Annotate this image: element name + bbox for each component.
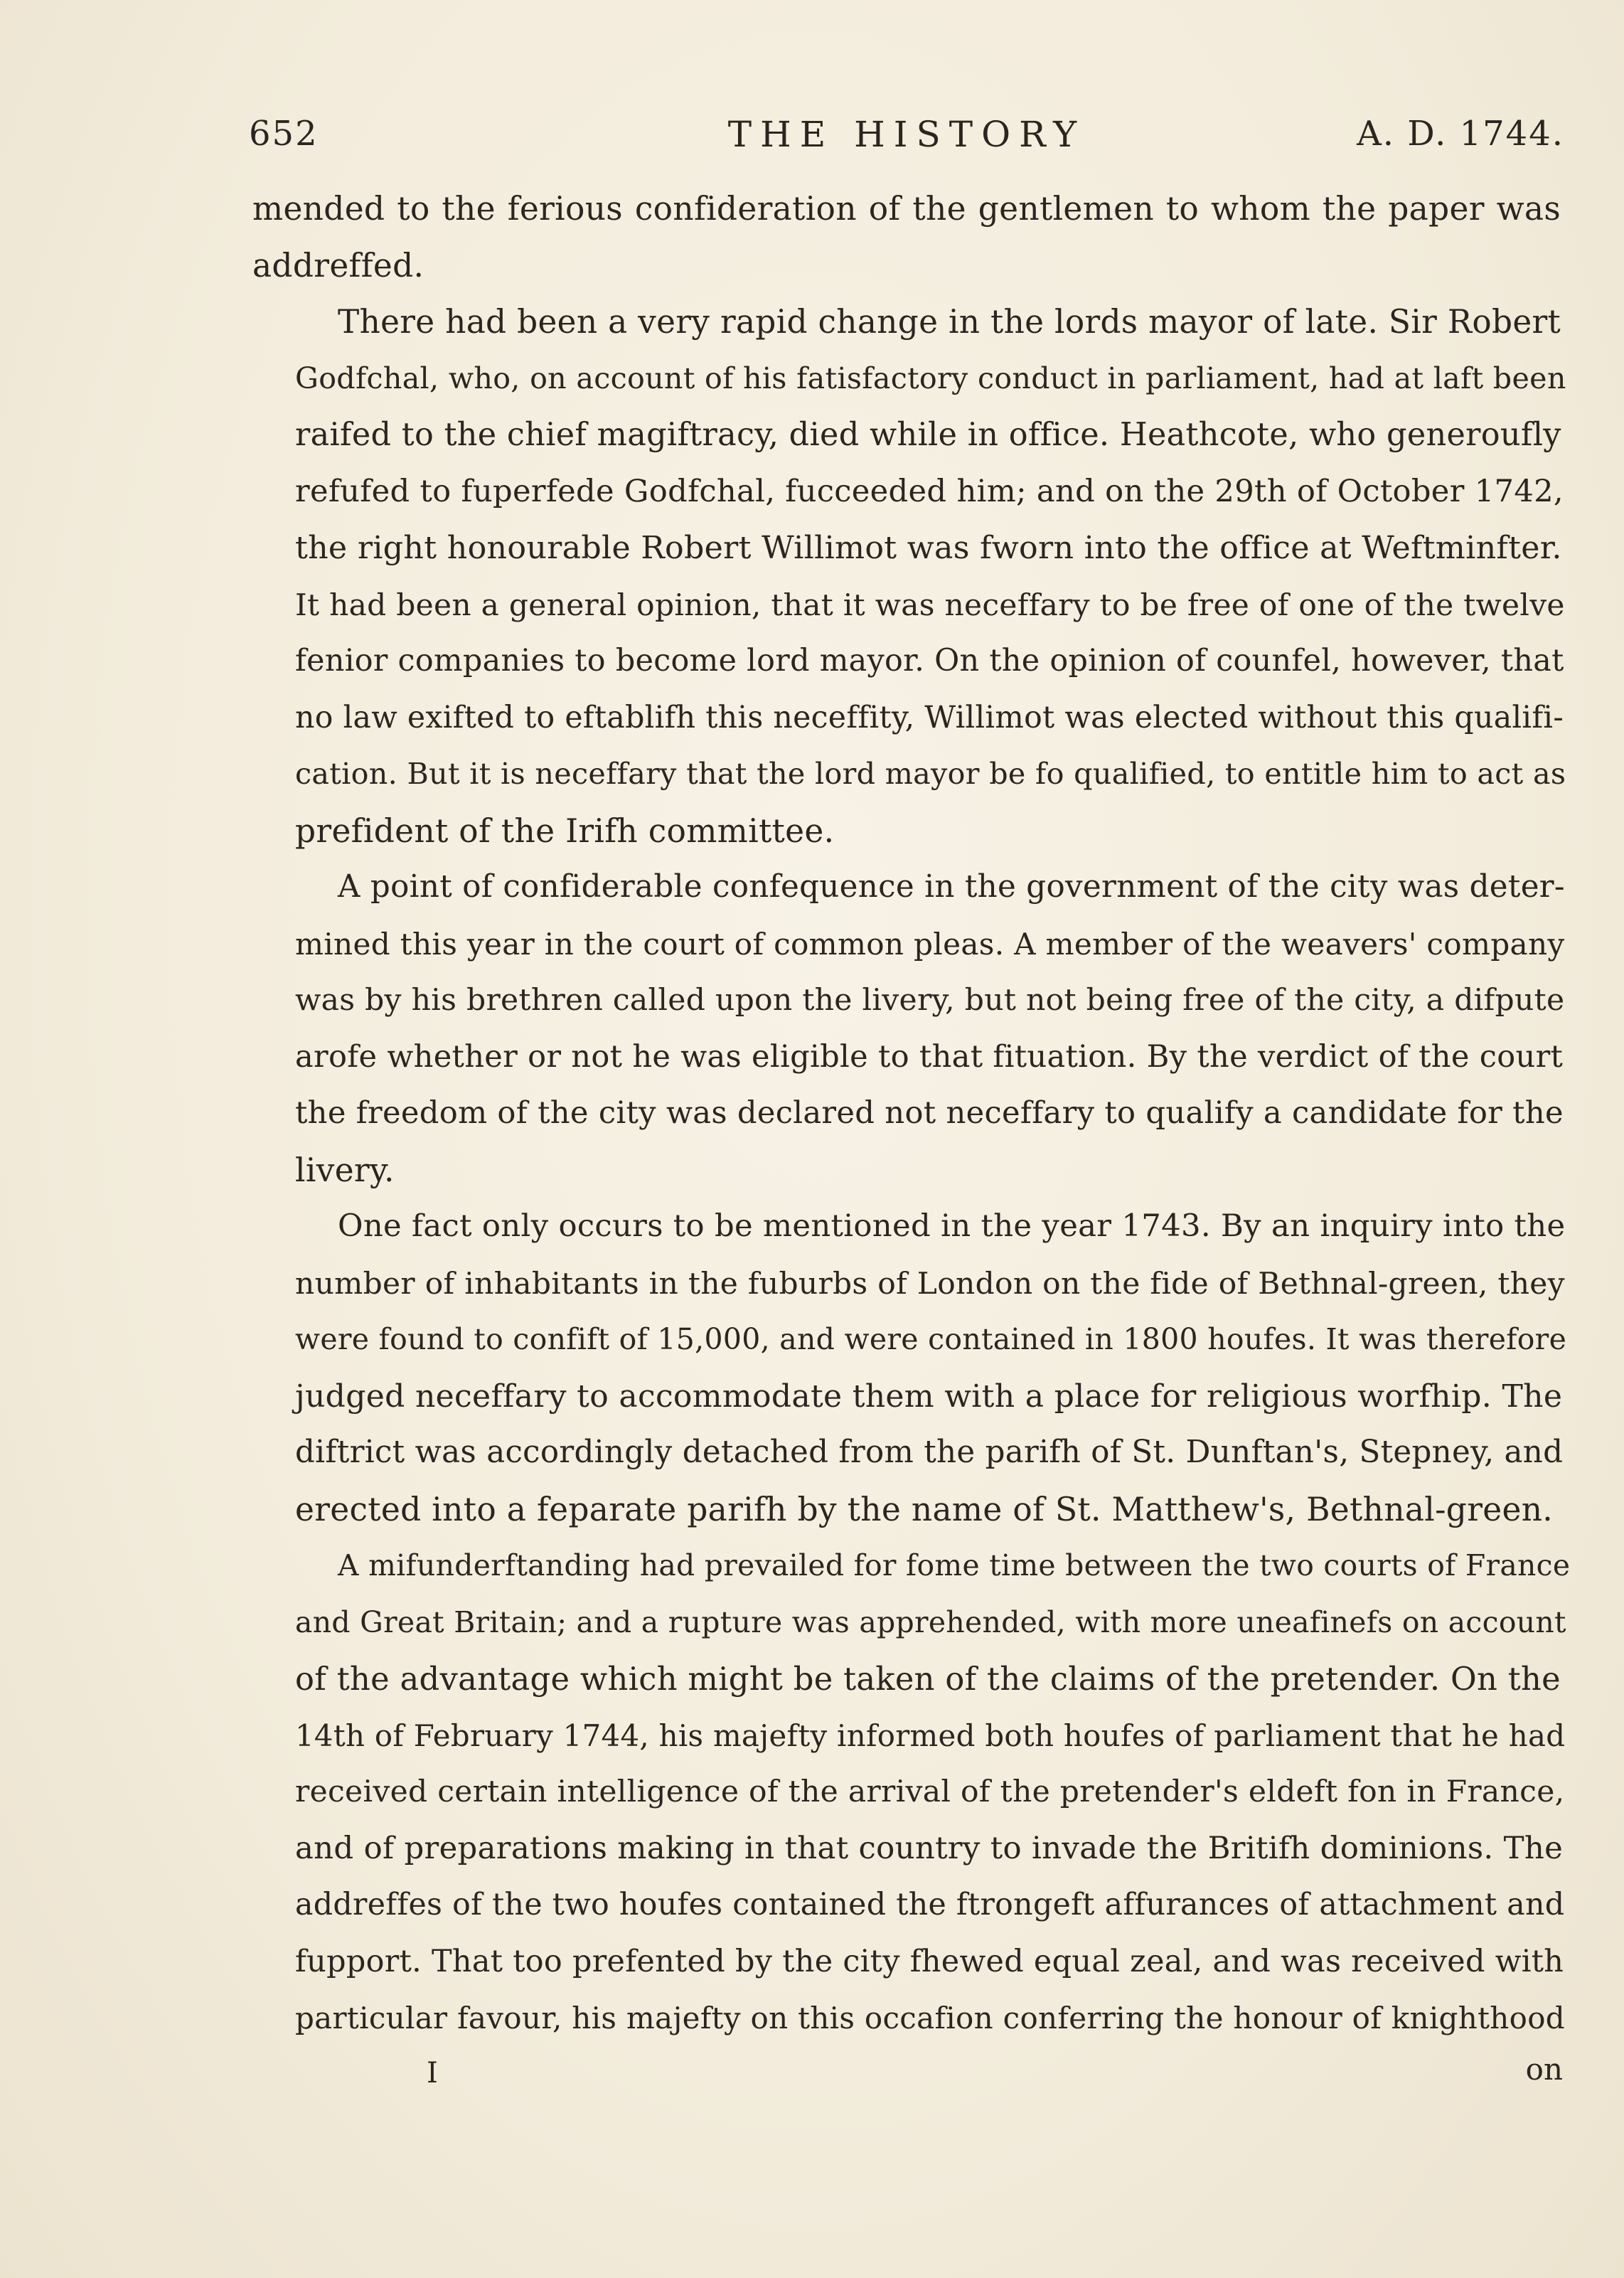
text-line: of the advantage which might be taken of the claims of the pretender. On the xyxy=(295,1660,1561,1698)
paragraph xyxy=(252,181,1561,294)
paragraph xyxy=(252,1538,1571,2047)
text-line: arofe whether or not he was eligible to that fituation. By the verdict of the court xyxy=(295,1038,1564,1075)
paragraph xyxy=(252,859,1565,1198)
text-line: addreffes of the two houfes contained the ftrongeft affurances of attachment and xyxy=(295,1887,1565,1922)
body-text xyxy=(252,181,1571,2047)
text-line: and Great Britain; and a rupture was apprehended, with more uneafinefs on account xyxy=(295,1604,1566,1639)
text-line: diftrict was accordingly detached from the parifh of St. Dunftan's, Stepney, and xyxy=(295,1435,1564,1470)
text-line: judged neceffary to accommodate them with a place for religious worfhip. The xyxy=(295,1378,1563,1415)
text-line: and of preparations making in that country to invade the Britifh dominions. The xyxy=(295,1830,1564,1866)
header-year: A. D. 1744. xyxy=(1357,114,1564,154)
page-number: 652 xyxy=(249,114,319,154)
text-line: One fact only occurs to be mentioned in the year 1743. By an inquiry into the xyxy=(338,1208,1566,1244)
page-header xyxy=(249,114,1564,164)
text-line: A mifunderftanding had prevailed for fome time between the two courts of France xyxy=(338,1548,1571,1582)
text-line: was by his brethren called upon the livery, but not being free of the city, a difpute xyxy=(295,983,1565,1018)
text-line: particular favour, his majefty on this occafion conferring the honour of knighthood xyxy=(295,2001,1565,2035)
text-line: It had been a general opinion, that it was neceffary to be free of one of the twelve xyxy=(295,587,1565,622)
text-line: fupport. That too prefented by the city fhewed equal zeal, and was received with xyxy=(295,1943,1564,1979)
text-line: A point of confiderable confequence in the government of the city was deter- xyxy=(338,869,1565,905)
text-line: fenior companies to become lord mayor. On the opinion of counfel, however, that xyxy=(295,643,1564,678)
text-line: 14th of February 1744, his majefty informed both houfes of parliament that he had xyxy=(295,1718,1566,1753)
text-line: number of inhabitants in the fuburbs of London on the fide of Bethnal-green, they xyxy=(295,1265,1565,1301)
text-line: There had been a very rapid change in the lords mayor of late. Sir Robert xyxy=(338,303,1561,341)
paragraph xyxy=(252,1198,1567,1538)
text-line: the right honourable Robert Willimot was fworn into the office at Weftminfter. xyxy=(295,530,1562,566)
text-line: were found to confift of 15,000, and were contained in 1800 houfes. It was therefore xyxy=(295,1322,1567,1356)
running-title: THE HISTORY xyxy=(727,114,1086,155)
text-line: mined this year in the court of common pleas. A member of the weavers' company xyxy=(295,926,1565,962)
text-line: raifed to the chief magiftracy, died while in office. Heathcote, who generoufly xyxy=(295,416,1561,453)
signature-mark: I xyxy=(427,2057,438,2090)
text-line: received certain intelligence of the arrival of the pretender's eldeft fon in France, xyxy=(295,1774,1565,1809)
text-line: prefident of the Irifh committee. xyxy=(295,811,835,850)
paragraph xyxy=(252,294,1566,859)
catchword: on xyxy=(1525,2052,1563,2087)
text-line: cation. But it is neceffary that the lord mayor be fo qualified, to entitle him to act as xyxy=(295,757,1566,791)
text-line: the freedom of the city was declared not neceffary to qualify a candidate for the xyxy=(295,1095,1564,1131)
text-line: mended to the ferious confideration of the gentlemen to whom the paper was xyxy=(252,190,1561,228)
text-line: no law exifted to eftablifh this neceffity, Willimot was elected without this qualifi- xyxy=(295,699,1564,735)
text-line: addreffed. xyxy=(252,246,424,284)
text-line: Godfchal, who, on account of his fatisfactory conduct in parliament, had at laft been xyxy=(295,361,1566,395)
text-line: livery. xyxy=(295,1151,395,1189)
text-line: erected into a feparate parifh by the name of St. Matthew's, Bethnal-green. xyxy=(295,1490,1554,1528)
text-line: refufed to fuperfede Godfchal, fucceeded him; and on the 29th of October 1742, xyxy=(295,473,1564,509)
